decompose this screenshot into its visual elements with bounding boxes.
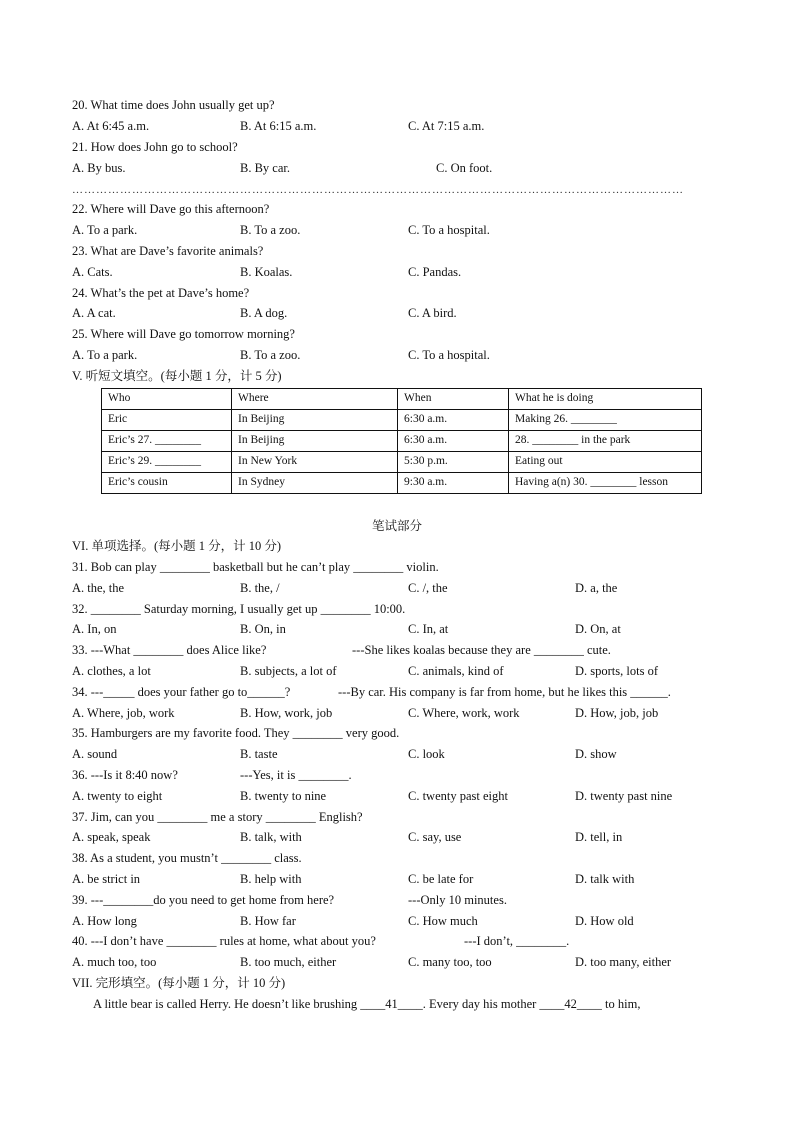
option-a: A. At 6:45 a.m. — [72, 119, 150, 133]
section-5-title: V. 听短文填空。(每小题 1 分，计 5 分) — [72, 369, 282, 383]
table-cell: In Beijing — [232, 431, 398, 452]
option-c: C. be late for — [408, 872, 474, 886]
option-b: B. the, / — [240, 581, 280, 595]
question-38: 38. As a student, you mustn’t ________ class. — [72, 851, 302, 865]
option-c: C. To a hospital. — [408, 223, 490, 237]
option-b: B. too much, either — [240, 955, 337, 969]
option-c: C. look — [408, 747, 445, 761]
option-d: D. How old — [575, 914, 634, 928]
option-a: A. speak, speak — [72, 830, 151, 844]
table-cell: Eric’s 29. ________ — [102, 452, 232, 473]
question-33: 33. ---What ________ does Alice like? — [72, 643, 267, 657]
listening-table — [101, 388, 702, 494]
option-d: D. twenty past nine — [575, 789, 673, 803]
option-c: C. On foot. — [436, 161, 493, 175]
question-20: 20. What time does John usually get up? — [72, 98, 275, 112]
option-a: A. Cats. — [72, 265, 113, 279]
option-c: C. To a hospital. — [408, 348, 490, 362]
question-25: 25. Where will Dave go tomorrow morning? — [72, 327, 295, 341]
option-c: C. How much — [408, 914, 478, 928]
option-b: B. At 6:15 a.m. — [240, 119, 317, 133]
option-d: D. talk with — [575, 872, 635, 886]
option-a: A. be strict in — [72, 872, 141, 886]
table-cell: Eric’s cousin — [102, 473, 232, 494]
table-cell: Where — [232, 389, 398, 410]
table-cell: In Sydney — [232, 473, 398, 494]
question-34-reply: ---By car. His company is far from home, but he likes this ______. — [338, 685, 671, 699]
option-a: A. the, the — [72, 581, 125, 595]
option-b: B. Koalas. — [240, 265, 293, 279]
option-d: D. tell, in — [575, 830, 623, 844]
option-b: B. How, work, job — [240, 706, 333, 720]
option-a: A. In, on — [72, 622, 117, 636]
option-b: B. By car. — [240, 161, 290, 175]
option-a: A. A cat. — [72, 306, 116, 320]
question-39-reply: ---Only 10 minutes. — [408, 893, 507, 907]
table-cell: Eric’s 27. ________ — [102, 431, 232, 452]
dotted-divider: ……………………………………………………………………………………………………………………………………… — [72, 185, 684, 196]
question-32: 32. ________ Saturday morning, I usually get up ________ 10:00. — [72, 602, 406, 616]
option-b: B. subjects, a lot of — [240, 664, 337, 678]
option-b: B. taste — [240, 747, 278, 761]
option-c: C. Pandas. — [408, 265, 462, 279]
table-cell: In Beijing — [232, 410, 398, 431]
table-cell: Eric — [102, 410, 232, 431]
option-d: D. a, the — [575, 581, 618, 595]
table-row — [102, 473, 702, 494]
option-c: C. say, use — [408, 830, 462, 844]
table-cell: 9:30 a.m. — [398, 473, 509, 494]
option-a: A. To a park. — [72, 223, 138, 237]
option-b: B. To a zoo. — [240, 348, 301, 362]
option-a: A. clothes, a lot — [72, 664, 151, 678]
option-c: C. A bird. — [408, 306, 457, 320]
table-header-row — [102, 389, 702, 410]
question-33-reply: ---She likes koalas because they are ________ cute. — [352, 643, 611, 657]
question-35: 35. Hamburgers are my favorite food. They ________ very good. — [72, 726, 400, 740]
option-b: B. help with — [240, 872, 302, 886]
table-row — [102, 410, 702, 431]
option-a: A. twenty to eight — [72, 789, 163, 803]
table-cell: 5:30 p.m. — [398, 452, 509, 473]
option-c: C. In, at — [408, 622, 449, 636]
table-cell: Having a(n) 30. ________ lesson — [509, 473, 702, 494]
table-row — [102, 452, 702, 473]
option-d: D. too many, either — [575, 955, 672, 969]
table-cell: In New York — [232, 452, 398, 473]
option-a: A. sound — [72, 747, 118, 761]
option-b: B. talk, with — [240, 830, 302, 844]
cloze-passage-line: A little bear is called Herry. He doesn’t like brushing ____41____. Every day his mother ____42____ to him, — [93, 997, 641, 1011]
option-a: A. Where, job, work — [72, 706, 175, 720]
table-cell: 28. ________ in the park — [509, 431, 702, 452]
question-23: 23. What are Dave’s favorite animals? — [72, 244, 264, 258]
question-40-reply: ---I don’t, ________. — [464, 934, 570, 948]
table-cell: What he is doing — [509, 389, 702, 410]
option-c: C. many too, too — [408, 955, 492, 969]
table-cell: Who — [102, 389, 232, 410]
question-31: 31. Bob can play ________ basketball but he can’t play ________ violin. — [72, 560, 439, 574]
table-row — [102, 431, 702, 452]
option-a: A. To a park. — [72, 348, 138, 362]
option-b: B. To a zoo. — [240, 223, 301, 237]
option-d: D. show — [575, 747, 617, 761]
option-c: C. twenty past eight — [408, 789, 508, 803]
question-39: 39. ---________do you need to get home from here? — [72, 893, 335, 907]
table-cell: 6:30 a.m. — [398, 431, 509, 452]
question-37: 37. Jim, can you ________ me a story ________ English? — [72, 810, 363, 824]
table-cell: Eating out — [509, 452, 702, 473]
question-34: 34. ---_____ does your father go to______? — [72, 685, 291, 699]
option-d: D. On, at — [575, 622, 621, 636]
option-b: B. How far — [240, 914, 296, 928]
option-d: D. How, job, job — [575, 706, 659, 720]
option-c: C. animals, kind of — [408, 664, 504, 678]
table-cell: When — [398, 389, 509, 410]
option-b: B. On, in — [240, 622, 286, 636]
option-c: C. Where, work, work — [408, 706, 520, 720]
option-c: C. At 7:15 a.m. — [408, 119, 485, 133]
question-36: 36. ---Is it 8:40 now? — [72, 768, 178, 782]
question-36-reply: ---Yes, it is ________. — [240, 768, 352, 782]
table-cell: 6:30 a.m. — [398, 410, 509, 431]
option-b: B. twenty to nine — [240, 789, 327, 803]
written-part-heading: 笔试部分 — [371, 519, 422, 533]
section-7-title: VII. 完形填空。(每小题 1 分，计 10 分) — [72, 976, 286, 990]
option-a: A. How long — [72, 914, 137, 928]
question-21: 21. How does John go to school? — [72, 140, 238, 154]
question-24: 24. What’s the pet at Dave’s home? — [72, 286, 250, 300]
question-40: 40. ---I don’t have ________ rules at home, what about you? — [72, 934, 376, 948]
option-a: A. much too, too — [72, 955, 157, 969]
option-d: D. sports, lots of — [575, 664, 658, 678]
option-c: C. /, the — [408, 581, 448, 595]
question-22: 22. Where will Dave go this afternoon? — [72, 202, 270, 216]
option-b: B. A dog. — [240, 306, 288, 320]
section-6-title: VI. 单项选择。(每小题 1 分，计 10 分) — [72, 539, 282, 553]
option-a: A. By bus. — [72, 161, 126, 175]
table-cell: Making 26. ________ — [509, 410, 702, 431]
